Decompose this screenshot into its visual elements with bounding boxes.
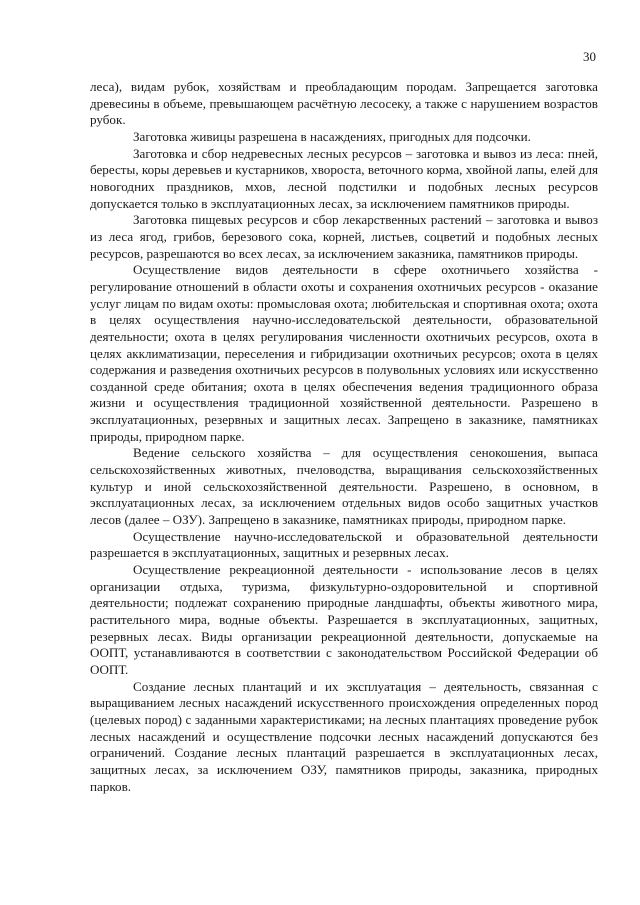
paragraph-6: Ведение сельского хозяйства – для осуществления сенокошения, выпаса сельскохозяйственных животных, пчеловодства, выращивания сельскохозяйственных культур и иной сельскохозяйственной деятельности. Разрешено, в основном, в эксплуатационных лесах, за исключением отдельных видов особо защитных участков лесов (далее – ОЗУ). Запрещено в заказнике, памятниках природы, природном парке. <box>90 445 598 528</box>
paragraph-7: Осуществление научно-исследовательской и образовательной деятельности разрешается в эксплуатационных, защитных и резервных лесах. <box>90 528 598 561</box>
paragraph-8: Осуществление рекреационной деятельности - использование лесов в целях организации отдыха, туризма, физкультурно-оздоровительной и спортивной деятельности; подлежат сохранению природные ландшафты, объекты животного мира, растительного мира, водные объекты. Разрешается в эксплуатационных, защитных, резервных лесах. Виды организации рекреационной деятельности, допускаемые на ООПТ, устанавливаются в соответствии с законодательством Российской Федерации об ООПТ. <box>90 562 598 677</box>
paragraph-3: Заготовка и сбор недревесных лесных ресурсов – заготовка и вывоз из леса: пней, бересты, коры деревьев и кустарников, хвороста, веточного корма, хвойной лапы, елей для новогодних праздников, мхов, лесной подстилки и подобных лесных ресурсов допускается только в эксплуатационных лесах, за исключением памятников природы. <box>90 145 598 211</box>
page-number: 30 <box>583 49 596 64</box>
paragraph-2: Заготовка живицы разрешена в насаждениях, пригодных для подсочки. <box>133 128 531 144</box>
body-text <box>90 79 598 795</box>
paragraph-1: леса), видам рубок, хозяйствам и преобладающим породам. Запрещается заготовка древесины в объеме, превышающем расчётную лесосеку, а также с нарушением возрастов рубок. <box>90 79 598 128</box>
paragraph-5: Осуществление видов деятельности в сфере охотничьего хозяйства - регулирование отношений в области охоты и сохранения охотничьих ресурсов - оказание услуг лицам по видам охоты: промысловая охота; любительская и спортивная охота; охота в целях осуществления научно-исследовательской деятельности, образовательной деятельности; охота в целях регулирования численности охотничьих ресурсов, охота в целях акклиматизации, переселения и гибридизации охотничьих ресурсов; охота в целях содержания и разведения охотничьих ресурсов в полувольных условиях или искусственно созданной среде обитания; охота в целях обеспечения ведения традиционного образа жизни и осуществления традиционной хозяйственной деятельности. Разрешено в эксплуатационных, резервных и защитных лесах. Запрещено в заказнике, памятниках природы, природном парке. <box>90 262 598 444</box>
paragraph-9: Создание лесных плантаций и их эксплуатация – деятельность, связанная с выращиванием лесных насаждений искусственного происхождения определенных пород (целевых пород) с заданными характеристиками; на лесных плантациях проведение рубок лесных насаждений и осуществление подсочки лесных насаждений допускаются без ограничений. Создание лесных плантаций разрешается в эксплуатационных лесах, защитных лесах, за исключением ОЗУ, памятников природы, заказника, природных парков. <box>90 678 598 794</box>
paragraph-4: Заготовка пищевых ресурсов и сбор лекарственных растений – заготовка и вывоз из леса ягод, грибов, березового сока, корней, листьев, соцветий и подобных лесных ресурсов, разрешаются во всех лесах, за исключением заказника, памятников природы. <box>90 212 598 261</box>
